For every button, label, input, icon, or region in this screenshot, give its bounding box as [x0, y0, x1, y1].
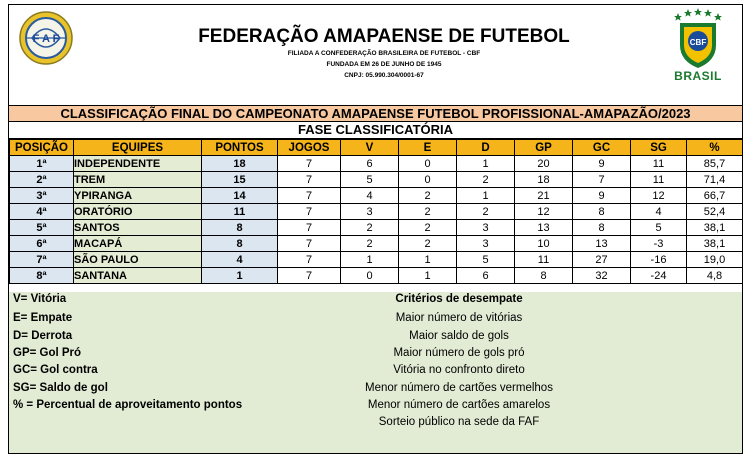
col-header-position: POSIÇÃO [10, 140, 74, 156]
cell-goals-against: 27 [573, 252, 631, 268]
cell-percent: 66,7 [687, 188, 743, 204]
cell-percent: 38,1 [687, 220, 743, 236]
cell-goals-against: 9 [573, 188, 631, 204]
cell-draws: 1 [399, 252, 457, 268]
criteria-title: Critérios de desempate [395, 293, 523, 305]
criteria-item: Vitória no confronto direto [393, 364, 525, 376]
criteria-item: Maior número de vitórias [395, 312, 523, 324]
cell-goal-diff: 11 [631, 156, 687, 172]
cell-losses: 3 [457, 220, 515, 236]
criteria-item: Maior número de gols pró [393, 347, 525, 359]
criteria-item: Sorteio público na sede da FAF [378, 416, 540, 428]
cell-percent: 85,7 [687, 156, 743, 172]
cell-losses: 3 [457, 236, 515, 252]
cell-games: 7 [278, 252, 341, 268]
legend-abbrev-e: E= Empate [13, 312, 73, 324]
cbf-logo-text: CBF [689, 38, 707, 47]
cell-position: 4ª [10, 204, 74, 220]
col-header-percent: % [687, 140, 743, 156]
cell-goal-diff: 11 [631, 172, 687, 188]
cell-goal-diff: -3 [631, 236, 687, 252]
cell-goals-against: 7 [573, 172, 631, 188]
cell-team: MACAPÁ [74, 236, 202, 252]
standings-table [9, 139, 743, 284]
table-row [10, 204, 743, 220]
cell-points: 8 [202, 220, 278, 236]
subtitle-line-3: CNPJ: 05.990.304/0001-67 [344, 72, 424, 79]
legend-abbrev-v: V= Vitória [13, 293, 67, 305]
table-row [10, 252, 743, 268]
cell-goals-against: 8 [573, 220, 631, 236]
cell-team: INDEPENDENTE [74, 156, 202, 172]
cell-team: TREM [74, 172, 202, 188]
table-row [10, 188, 743, 204]
faf-logo-text: F A F [32, 33, 60, 45]
col-header-draws: E [399, 140, 457, 156]
cell-goals-for: 13 [515, 220, 573, 236]
cell-losses: 5 [457, 252, 515, 268]
cell-losses: 1 [457, 156, 515, 172]
subtitle-line-2: FUNDADA EM 26 DE JUNHO DE 1945 [326, 61, 442, 68]
col-header-wins: V [341, 140, 399, 156]
cell-losses: 2 [457, 204, 515, 220]
table-row [10, 236, 743, 252]
legend-abbrev-sg: SG= Saldo de gol [13, 382, 108, 394]
cell-team: SÃO PAULO [74, 252, 202, 268]
legend-panel [9, 292, 742, 453]
col-header-losses: D [457, 140, 515, 156]
cell-wins: 4 [341, 188, 399, 204]
table-header-row [10, 140, 743, 156]
cell-wins: 6 [341, 156, 399, 172]
cell-goals-against: 8 [573, 204, 631, 220]
cell-wins: 2 [341, 220, 399, 236]
cell-position: 3ª [10, 188, 74, 204]
cell-team: SANTOS [74, 220, 202, 236]
col-header-games: JOGOS [278, 140, 341, 156]
cell-points: 14 [202, 188, 278, 204]
cell-draws: 2 [399, 236, 457, 252]
faf-logo-icon [18, 10, 74, 66]
cell-games: 7 [278, 236, 341, 252]
brasil-label: BRASIL [674, 69, 722, 83]
cbf-crest-icon [668, 5, 728, 71]
criteria-item: Menor número de cartões amarelos [367, 399, 551, 411]
cell-games: 7 [278, 188, 341, 204]
cell-wins: 0 [341, 268, 399, 284]
cell-percent: 52,4 [687, 204, 743, 220]
cell-position: 5ª [10, 220, 74, 236]
subtitle-line-1: FILIADA A CONFEDERAÇÃO BRASILEIRA DE FUTEBOL - CBF [287, 50, 481, 57]
cell-position: 6ª [10, 236, 74, 252]
cell-percent: 38,1 [687, 236, 743, 252]
cell-team: ORATÓRIO [74, 204, 202, 220]
cell-position: 7ª [10, 252, 74, 268]
col-header-points: PONTOS [202, 140, 278, 156]
cell-points: 11 [202, 204, 278, 220]
col-header-goals-against: GC [573, 140, 631, 156]
cell-goals-for: 8 [515, 268, 573, 284]
cell-goal-diff: 12 [631, 188, 687, 204]
cell-draws: 2 [399, 188, 457, 204]
cell-percent: 4,8 [687, 268, 743, 284]
cell-wins: 5 [341, 172, 399, 188]
cell-goal-diff: 5 [631, 220, 687, 236]
cell-position: 8ª [10, 268, 74, 284]
cell-points: 4 [202, 252, 278, 268]
col-header-teams: EQUIPES [74, 140, 202, 156]
cell-goals-for: 10 [515, 236, 573, 252]
cell-team: YPIRANGA [74, 188, 202, 204]
legend-abbrev-percent: % = Percentual de aproveitamento pontos [13, 399, 243, 411]
cell-losses: 1 [457, 188, 515, 204]
cell-games: 7 [278, 268, 341, 284]
cell-points: 15 [202, 172, 278, 188]
cell-goals-for: 12 [515, 204, 573, 220]
legend-abbrev-gc: GC= Gol contra [13, 364, 98, 376]
cell-draws: 2 [399, 220, 457, 236]
cell-wins: 1 [341, 252, 399, 268]
cell-losses: 6 [457, 268, 515, 284]
cell-goals-for: 18 [515, 172, 573, 188]
cell-percent: 19,0 [687, 252, 743, 268]
cell-goals-against: 9 [573, 156, 631, 172]
cell-position: 1ª [10, 156, 74, 172]
cell-goals-for: 11 [515, 252, 573, 268]
table-row [10, 268, 743, 284]
cell-goals-against: 13 [573, 236, 631, 252]
cell-goals-for: 20 [515, 156, 573, 172]
col-header-goals-for: GP [515, 140, 573, 156]
cell-points: 18 [202, 156, 278, 172]
classification-banner: CLASSIFICAÇÃO FINAL DO CAMPEONATO AMAPAENSE FUTEBOL PROFISSIONAL-AMAPAZÃO/2023 [9, 105, 742, 122]
cell-draws: 0 [399, 156, 457, 172]
cell-points: 8 [202, 236, 278, 252]
cell-goals-for: 21 [515, 188, 573, 204]
table-row [10, 156, 743, 172]
cell-games: 7 [278, 220, 341, 236]
cell-goals-against: 32 [573, 268, 631, 284]
table-row [10, 172, 743, 188]
cell-position: 2ª [10, 172, 74, 188]
criteria-item: Maior saldo de gols [409, 330, 509, 342]
cell-draws: 0 [399, 172, 457, 188]
legend-abbrev-gp: GP= Gol Pró [13, 347, 82, 359]
phase-title: FASE CLASSIFICATÓRIA [9, 122, 742, 139]
cell-games: 7 [278, 204, 341, 220]
cell-draws: 1 [399, 268, 457, 284]
table-row [10, 220, 743, 236]
cell-goal-diff: -16 [631, 252, 687, 268]
cell-points: 1 [202, 268, 278, 284]
cell-games: 7 [278, 156, 341, 172]
letterhead [9, 5, 742, 105]
cell-goal-diff: -24 [631, 268, 687, 284]
legend-abbrev-d: D= Derrota [13, 330, 73, 342]
criteria-item: Menor número de cartões vermelhos [365, 382, 553, 394]
cell-wins: 3 [341, 204, 399, 220]
cell-games: 7 [278, 172, 341, 188]
federation-title: FEDERAÇÃO AMAPAENSE DE FUTEBOL [198, 26, 570, 47]
cell-percent: 71,4 [687, 172, 743, 188]
cell-losses: 2 [457, 172, 515, 188]
cell-draws: 2 [399, 204, 457, 220]
cell-wins: 2 [341, 236, 399, 252]
cell-team: SANTANA [74, 268, 202, 284]
cell-goal-diff: 4 [631, 204, 687, 220]
col-header-goal-diff: SG [631, 140, 687, 156]
